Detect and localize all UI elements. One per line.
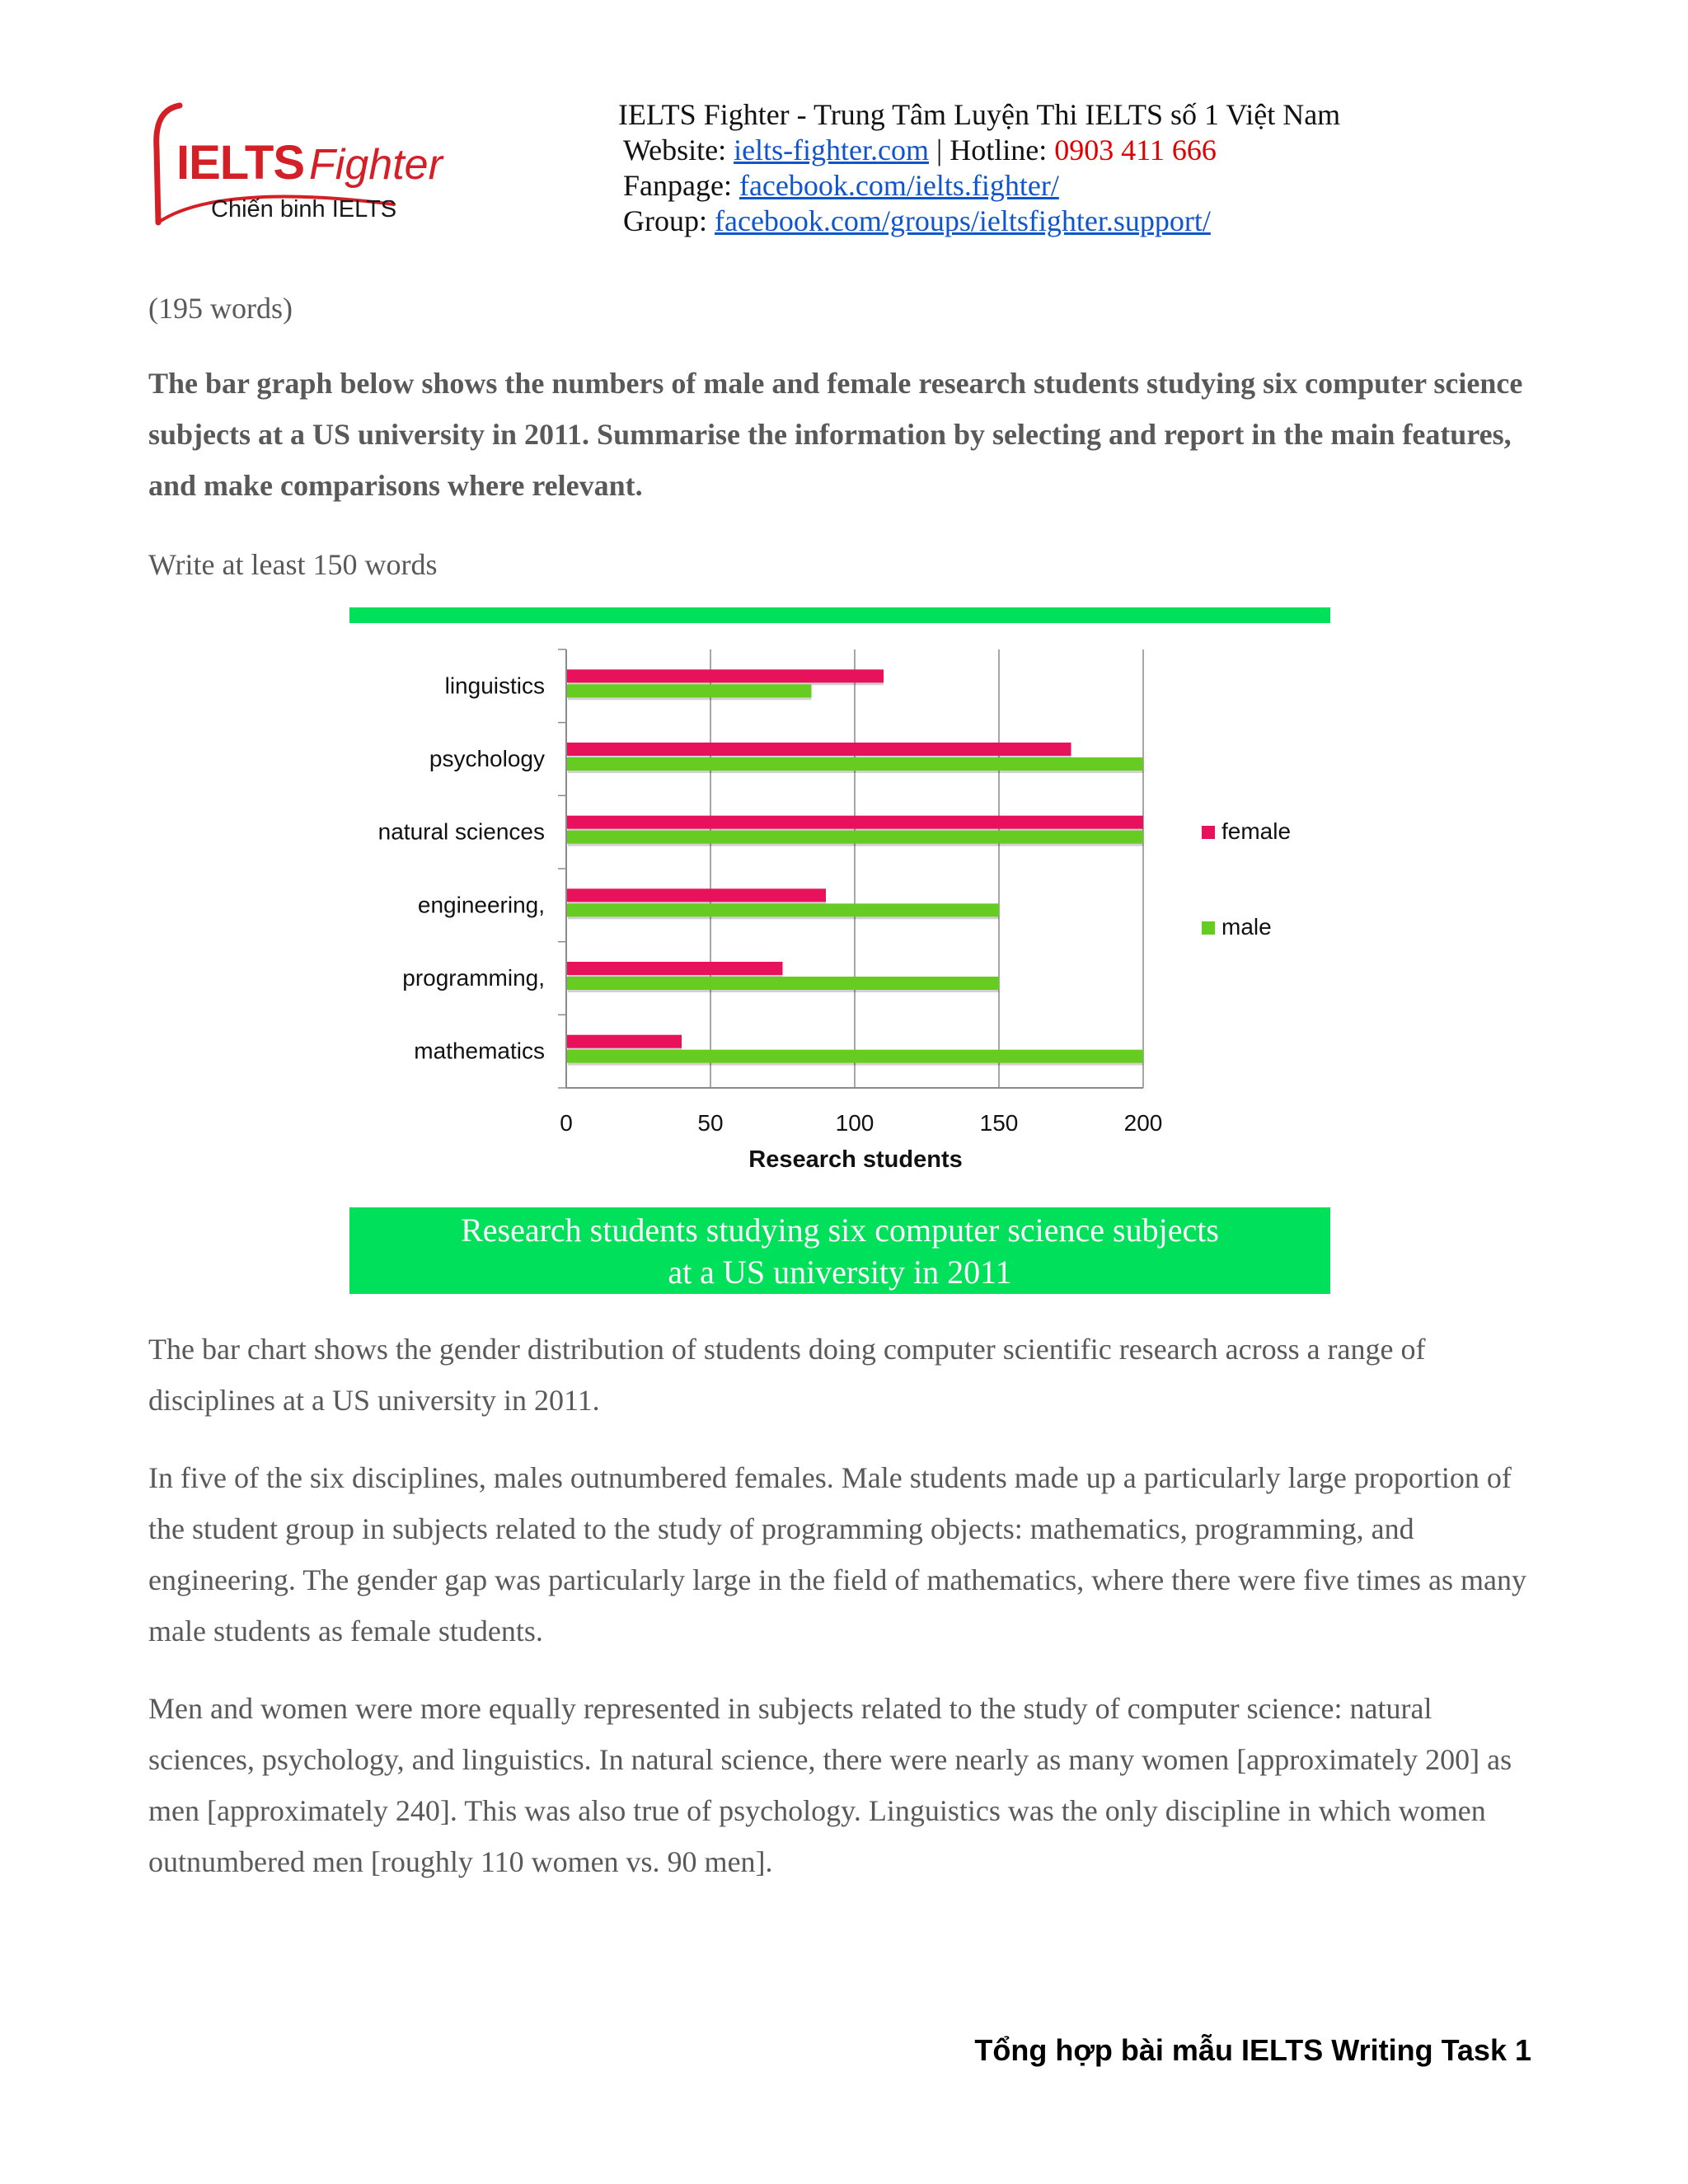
- hotline-number: 0903 411 666: [1054, 134, 1217, 166]
- header-group-row: [617, 204, 1340, 239]
- hotline-label: | Hotline:: [936, 134, 1048, 166]
- legend-swatch-male: [1202, 921, 1215, 935]
- male-bar: [566, 831, 1143, 844]
- fanpage-label: Fanpage:: [623, 169, 732, 202]
- essay-paragraph-3: Men and women were more equally represented in subjects related to the study of computer science: natural sciences, psychology, and linguistics. In natural science, there were nearly as many women [approximately 200] as men [approximately 240]. This was also true of psychology. Linguistics was the only discipline in which women outnumbered men [roughly 110 women vs. 90 men].: [148, 1692, 1512, 1878]
- chart-axes: [558, 649, 1143, 1088]
- chart-tick-labels: [560, 1110, 1162, 1136]
- footer-title: Tổng hợp bài mẫu IELTS Writing Task 1: [974, 2033, 1531, 2067]
- website-label: Website:: [623, 134, 727, 166]
- male-bar: [566, 977, 999, 990]
- category-label: engineering,: [417, 892, 545, 918]
- word-count: (195 words): [148, 292, 293, 325]
- header-contact: [617, 97, 1340, 239]
- category-label: psychology: [429, 746, 545, 771]
- chart-category-labels: [378, 673, 545, 1063]
- x-tick-label: 50: [697, 1110, 724, 1136]
- essay-paragraph-2: In five of the six disciplines, males outnumbered females. Male students made up a particularly large proportion of the student group in subjects related to the study of programming objects: mathematics, programming, and engineering. The gender gap was particularly large in the field of mathematics, where there were five times as many male students as female students.: [148, 1461, 1527, 1647]
- chart-caption: [349, 1207, 1330, 1294]
- group-label: Group:: [623, 204, 707, 237]
- female-bar: [566, 1035, 682, 1048]
- fanpage-link[interactable]: facebook.com/ielts.fighter/: [738, 169, 1059, 202]
- female-bar: [566, 669, 884, 682]
- logo-fighter: Fighter: [309, 141, 443, 189]
- female-bar: [566, 743, 1071, 756]
- male-bar: [566, 1050, 1143, 1063]
- essay-paragraph-1: The bar chart shows the gender distribution of students doing computer scientific research across a range of disciplines at a US university in 2011.: [148, 1333, 1426, 1417]
- legend-label-female: female: [1221, 818, 1292, 844]
- chart-legend: [1202, 818, 1291, 940]
- male-bar: [566, 684, 812, 697]
- ielts-fighter-logo: [147, 99, 460, 231]
- male-bar: [566, 903, 999, 916]
- x-tick-label: 0: [560, 1110, 573, 1136]
- x-tick-label: 150: [979, 1110, 1019, 1136]
- bar-chart: [349, 626, 1330, 1203]
- chart-grid: [710, 649, 1143, 1088]
- category-label: mathematics: [414, 1038, 545, 1064]
- female-bar: [566, 888, 826, 902]
- category-label: programming,: [402, 965, 545, 991]
- chart-caption-line1: Research students studying six computer science subjects: [461, 1212, 1219, 1249]
- logo-brand: IELTS: [176, 136, 305, 190]
- chart-top-banner: [349, 607, 1330, 623]
- header-title: IELTS Fighter - Trung Tâm Luyện Thi IELTS số 1 Việt Nam: [618, 98, 1341, 131]
- category-label: natural sciences: [377, 818, 545, 845]
- category-label: linguistics: [444, 673, 545, 699]
- x-tick-label: 100: [835, 1110, 874, 1136]
- chart-caption-line2: at a US university in 2011: [668, 1254, 1012, 1291]
- logo-tagline: Chiến binh IELTS: [211, 196, 397, 223]
- female-bar: [566, 816, 1143, 829]
- instruction: Write at least 150 words: [148, 548, 438, 581]
- x-tick-label: 200: [1123, 1110, 1163, 1136]
- female-bar: [566, 962, 783, 975]
- header-fanpage-row: [617, 168, 1340, 204]
- website-link[interactable]: ielts-fighter.com: [734, 134, 930, 166]
- group-link[interactable]: facebook.com/groups/ieltsfighter.support/: [715, 204, 1211, 237]
- legend-swatch-female: [1202, 826, 1215, 839]
- male-bar: [566, 757, 1143, 771]
- header-website-row: [617, 133, 1340, 168]
- legend-label-male: male: [1221, 914, 1272, 940]
- task-prompt: The bar graph below shows the numbers of male and female research students studying six computer science subjects at a US university in 2011. Summarise the information by selecting and report in the main features, and make comparisons where relevant.: [148, 367, 1523, 502]
- x-axis-label: Research students: [748, 1146, 963, 1173]
